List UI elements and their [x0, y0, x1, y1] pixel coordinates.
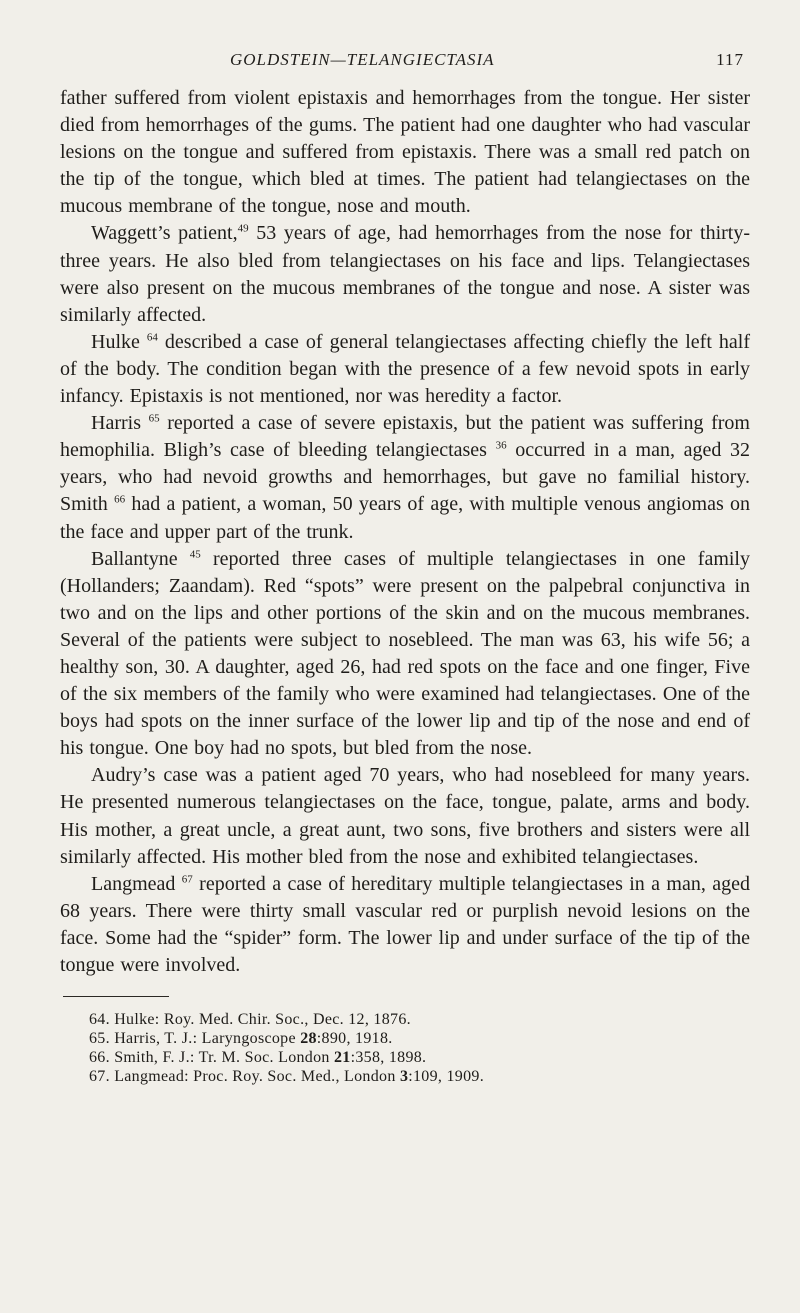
paragraph	[60, 871, 750, 979]
paragraph-text: Hulke	[91, 330, 147, 353]
footnote-reference: 45	[189, 547, 201, 560]
paragraph	[60, 762, 750, 870]
paragraph	[60, 410, 750, 545]
paragraph-text: Waggett’s patient,	[91, 222, 238, 245]
footnote	[89, 1067, 750, 1086]
footnote-volume: 28	[300, 1030, 317, 1048]
footnote-separator	[63, 996, 169, 997]
footnote-text: 66. Smith, F. J.: Tr. M. Soc. London	[89, 1049, 334, 1067]
footnote	[89, 1029, 750, 1048]
footnote-text: 65. Harris, T. J.: Laryngoscope	[89, 1030, 301, 1048]
paragraph	[60, 329, 750, 410]
body-text	[60, 85, 750, 979]
paragraph	[60, 546, 750, 763]
footnote	[89, 1048, 750, 1067]
paragraph-text: reported a case of severe epistaxis, but the patient was suffering from hemophilia. Bligh’s case of bleeding telangiectases	[60, 412, 750, 462]
paragraph-text: Langmead	[91, 872, 182, 895]
paragraph	[60, 85, 750, 220]
footnote-reference: 65	[148, 412, 160, 425]
paragraph-text: Ballantyne	[91, 547, 190, 570]
paragraph-text: 53 years of age, had hemorrhages from the nose for thirty-three years. He also bled from telangiectases on his face and lips. Telangiectases were also present on the mucous membranes of the tongue and nose. A sister was similarly affected.	[60, 222, 751, 326]
paragraph-text: Audry’s case was a patient aged 70 years, who had nosebleed for many years. He presented numerous telangiectases on the face, tongue, palate, arms and body. His mother, a great uncle, a great aunt, two sons, five brothers and sisters were all similarly affected. His mother bled from the nose and exhibited telangiectases.	[60, 764, 750, 868]
page-number: 117	[716, 50, 744, 69]
footnote-reference: 66	[114, 493, 126, 506]
footnote-text: 64. Hulke: Roy. Med. Chir. Soc., Dec. 12, 1876.	[89, 1011, 411, 1029]
running-title: GOLDSTEIN—TELANGIECTASIA	[230, 50, 495, 69]
paragraph-text: occurred in a man, aged 32 years, who had nevoid growths and hemorrhages, but gave no familial history. Smith	[60, 439, 750, 516]
footnote-reference: 64	[146, 331, 158, 344]
footnote	[89, 1010, 750, 1029]
paragraph-text: had a patient, a woman, 50 years of age, with multiple venous angiomas on the face and upper part of the trunk.	[60, 493, 750, 543]
paragraph-text: described a case of general telangiectases affecting chiefly the left half of the body. The condition began with the presence of a few nevoid spots in early infancy. Epistaxis is not mentioned, nor was heredity a factor.	[60, 330, 750, 408]
footnote-text: :109, 1909.	[408, 1068, 484, 1086]
footnote-reference: 36	[495, 439, 507, 452]
footnote-text: :890, 1918.	[316, 1030, 393, 1048]
footnote-volume: 3	[399, 1068, 409, 1086]
footnotes	[89, 1010, 750, 1086]
running-head	[60, 44, 750, 78]
paragraph	[60, 220, 750, 328]
paragraph-text: father suffered from violent epistaxis and hemorrhages from the tongue. Her sister died from hemorrhages of the gums. The patient had one daughter who had vascular lesions on the tongue and suffered from epistaxis. There was a small red patch on the tip of the tongue, which bled at times. The patient had telangiectases on the mucous membrane of the tongue, nose and mouth.	[60, 87, 750, 218]
paragraph-text: reported a case of hereditary multiple telangiectases in a man, aged 68 years. There were thirty small vascular red or purplish nevoid lesions on the face. Some had the “spider” form. The lower lip and under surface of the tip of the tongue were involved.	[60, 872, 751, 976]
page	[60, 44, 750, 1086]
footnote-reference: 67	[181, 873, 193, 886]
paragraph-text: Harris	[91, 412, 149, 435]
footnote-reference: 49	[237, 222, 249, 235]
footnote-volume: 21	[334, 1049, 351, 1067]
footnote-text: :358, 1898.	[350, 1049, 427, 1067]
paragraph-text: reported three cases of multiple telangiectases in one family (Hollanders; Zaandam). Red “spots” were present on the palpebral conjunctiva in two and on the lips and other portions of the skin and on the mucous membranes. Several of the patients were subject to nosebleed. The man was 63, his wife 56; a healthy son, 30. A daughter, aged 26, had red spots on the face and one finger, Five of the six members of the family who were examined had telangiectases. One of the boys had spots on the inner surface of the lower lip and tip of the nose and end of his tongue. One boy had no spots, but bled from the nose.	[60, 547, 750, 760]
footnote-text: 67. Langmead: Proc. Roy. Soc. Med., London	[89, 1068, 400, 1086]
